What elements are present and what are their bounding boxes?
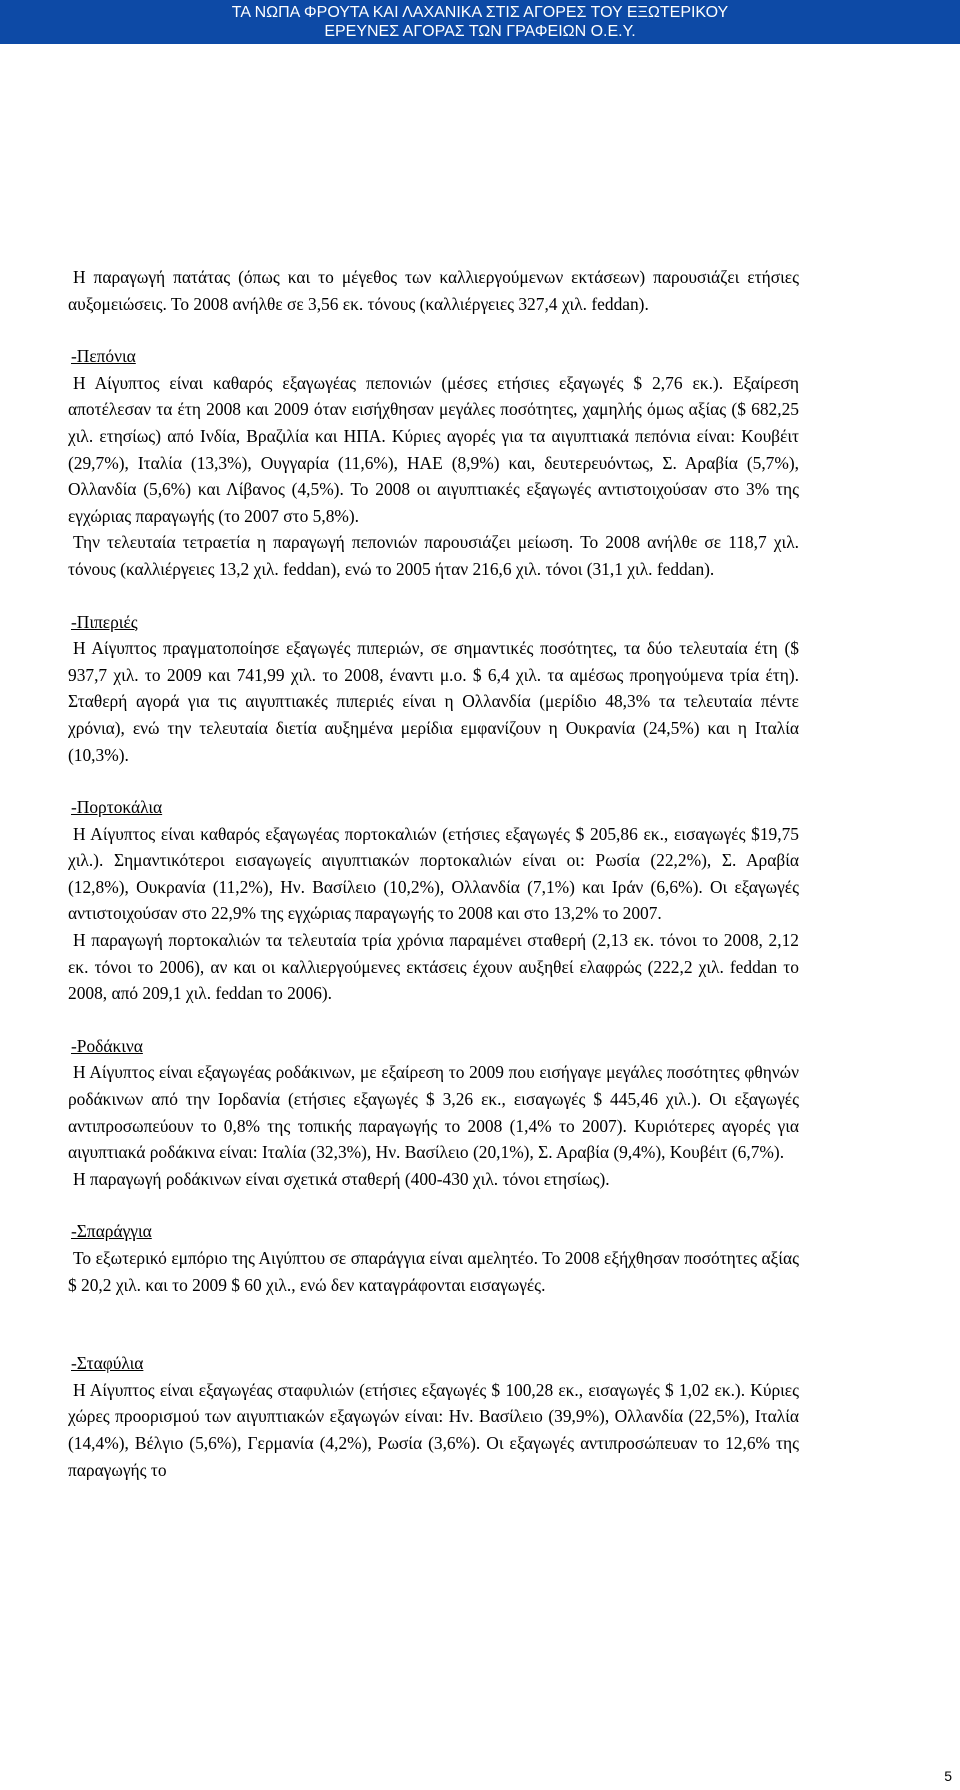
- spacer: [68, 1298, 799, 1350]
- page-number: 5: [944, 1768, 952, 1784]
- section-heading-melons: -Πεπόνια: [71, 346, 136, 367]
- spacer: [68, 1007, 799, 1033]
- spacer: [68, 317, 799, 343]
- section-paragraph: Η παραγωγή πορτοκαλιών τα τελευταία τρία χρόνια παραμένει σταθερή (2,13 εκ. τόνοι το 2008, 2,12 εκ. τόνοι το 2006), αν και οι καλλιεργούμενες εκτάσεις έχουν αυξηθεί ελαφρώς (222,2 χιλ. feddan το 2008, από 209,1 χιλ. feddan το 2006).: [68, 930, 799, 1004]
- spacer: [68, 1192, 799, 1218]
- intro-paragraph: Η παραγωγή πατάτας (όπως και το μέγεθος των καλλιεργούμενων εκτάσεων) παρουσιάζει ετήσιες αυξομειώσεις. Το 2008 ανήλθε σε 3,56 εκ. τόνους (καλλιέργειες 327,4 χιλ. feddan).: [68, 267, 799, 314]
- header-title-line1: ΤΑ ΝΩΠΑ ΦΡΟΥΤΑ ΚΑΙ ΛΑΧΑΝΙΚΑ ΣΤΙΣ ΑΓΟΡΕΣ ΤΟΥ ΕΞΩΤΕΡΙΚΟΥ: [231, 4, 729, 21]
- section-paragraph: Η Αίγυπτος είναι εξαγωγέας σταφυλιών (ετήσιες εξαγωγές $ 100,28 εκ., εισαγωγές $ 1,02 εκ.). Κύριες χώρες προορισμού των αιγυπτιακών εξαγωγών είναι: Ην. Βασίλειο (39,9%), Ολλανδία (22,5%), Ιταλία (14,4%), Βέλγιο (5,6%), Γερμανία (4,2%), Ρωσία (3,6%). Οι εξαγωγές αντιπροσώπευαν το 12,6% της παραγωγής το: [68, 1379, 799, 1480]
- section-paragraph: Το εξωτερικό εμπόριο της Αιγύπτου σε σπαράγγια είναι αμελητέο. Το 2008 εξήχθησαν ποσότητες αξίας $ 20,2 χιλ. και το 2009 $ 60 χιλ., ενώ δεν καταγράφονται εισαγωγές.: [68, 1248, 799, 1295]
- section-paragraph: Η Αίγυπτος είναι καθαρός εξαγωγέας πορτοκαλιών (ετήσιες εξαγωγές $ 205,86 εκ., εισαγωγές $19,75 χιλ.). Σημαντικότεροι εισαγωγείς αιγυπτιακών πορτοκαλιών είναι οι: Ρωσία (22,2%), Σ. Αραβία (12,8%), Ουκρανία (11,2%), Ην. Βασίλειο (10,2%), Ολλανδία (7,1%) και Ιράν (6,6%). Οι εξαγωγές αντιστοιχούσαν στο 22,9% της εγχώριας παραγωγής το 2008 και στο 13,2% το 2007.: [68, 823, 799, 924]
- header-title-line2: ΕΡΕΥΝΕΣ ΑΓΟΡΑΣ ΤΩΝ ΓΡΑΦΕΙΩΝ Ο.Ε.Υ.: [324, 23, 636, 40]
- section-heading-peppers: -Πιπεριές: [71, 611, 138, 632]
- section-heading-asparagus: -Σπαράγγια: [71, 1221, 152, 1242]
- document-header: [0, 0, 960, 44]
- section-heading-oranges: -Πορτοκάλια: [71, 797, 163, 818]
- spacer: [68, 583, 799, 609]
- section-paragraph: Η Αίγυπτος πραγματοποίησε εξαγωγές πιπεριών, σε σημαντικές ποσότητες, τα δύο τελευταία έτη ($ 937,7 χιλ. το 2009 και 741,99 χιλ. το 2008, έναντι μ.ο. $ 6,4 χιλ. τα αμέσως προηγούμενα τρία έτη). Σταθερή αγορά για τις αιγυπτιακές πιπεριές είναι η Ολλανδία (μερίδιο 48,3% τα τελευταία πέντε χρόνια), ενώ την τελευταία διετία αυξημένα μερίδια εμφανίζουν η Ουκρανία (24,5%) και η Ιταλία (10,3%).: [68, 638, 799, 765]
- section-paragraph: Την τελευταία τετραετία η παραγωγή πεπονιών παρουσιάζει μείωση. Το 2008 ανήλθε σε 118,7 χιλ. τόνους (καλλιέργειες 13,2 χιλ. feddan), ενώ το 2005 ήταν 216,6 χιλ. τόνοι (31,1 χιλ. feddan).: [68, 532, 799, 579]
- spacer: [68, 768, 799, 794]
- section-paragraph: Η Αίγυπτος είναι καθαρός εξαγωγέας πεπονιών (μέσες ετήσιες εξαγωγές $ 2,76 εκ.). Εξαίρεση αποτέλεσαν τα έτη 2008 και 2009 όταν εισήχθησαν μεγάλες ποσότητες, χαμηλής όμως αξίας ($ 682,25 χιλ. ετησίως) από Ινδία, Βραζιλία και ΗΠΑ. Κύριες αγορές για τα αιγυπτιακά πεπόνια είναι: Κουβέιτ (29,7%), Ιταλία (13,3%), Ουγγαρία (11,6%), ΗΑΕ (8,9%) και, δευτερευόντως, Σ. Αραβία (5,7%), Ολλανδία (5,6%) και Λίβανος (4,5%). Το 2008 οι αιγυπτιακές εξαγωγές αντιστοιχούσαν στο 3% της εγχώριας παραγωγής (το 2007 στο 5,8%).: [68, 372, 799, 526]
- document-body: [68, 264, 799, 1483]
- section-paragraph: Η παραγωγή ροδάκινων είναι σχετικά σταθερή (400-430 χιλ. τόνοι ετησίως).: [73, 1168, 610, 1189]
- section-heading-grapes: -Σταφύλια: [71, 1353, 144, 1374]
- section-paragraph: Η Αίγυπτος είναι εξαγωγέας ροδάκινων, με εξαίρεση το 2009 που εισήγαγε μεγάλες ποσότητες φθηνών ροδάκινων από την Ιορδανία (ετήσιες εξαγωγές $ 3,26 εκ., εισαγωγές $ 445,46 χιλ.). Οι εξαγωγές αντιπροσωπεύουν το 0,8% της τοπικής παραγωγής το 2008 (1,4% το 2007). Κυριότερες αγορές για αιγυπτιακά ροδάκινα είναι: Ιταλία (32,3%), Ην. Βασίλειο (20,1%), Σ. Αραβία (9,4%), Κουβέιτ (6,7%).: [68, 1062, 799, 1163]
- section-heading-peaches: -Ροδάκινα: [71, 1035, 143, 1056]
